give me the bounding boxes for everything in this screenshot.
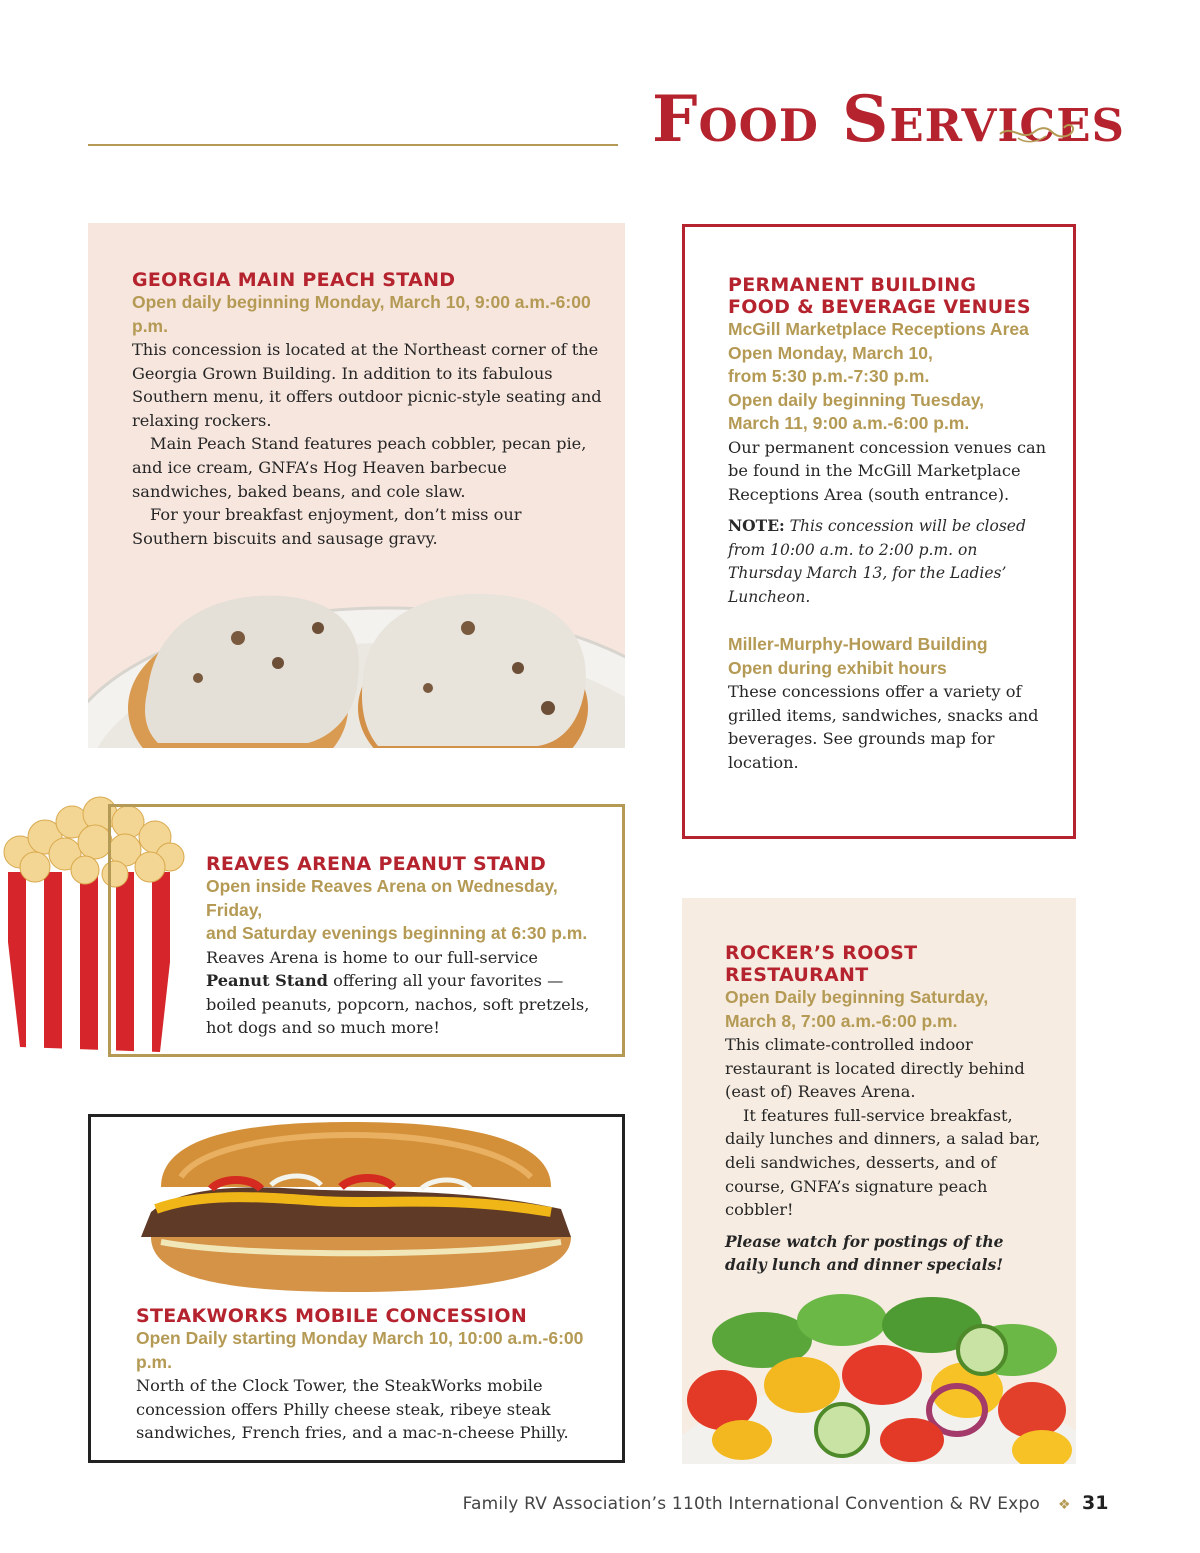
permanent-hours: Open daily beginning Tuesday,	[728, 389, 985, 410]
rocker-specials-note: Please watch for postings of the daily lunch and dinner specials!	[725, 1231, 1004, 1275]
permanent-paragraph: These concessions offer a variety of grilled items, sandwiches, snacks and beverages. See grounds map for location.	[728, 682, 1039, 773]
permanent-note	[728, 514, 1048, 609]
permanent-paragraph: Our permanent concession venues can be found in the McGill Marketplace Receptions Area (south entrance).	[728, 437, 1047, 504]
reaves-text: offering all your favorites — boiled peanuts, popcorn, nachos, soft pretzels, hot dogs and so much more!	[206, 971, 590, 1038]
permanent-subheading: McGill Marketplace Receptions Area	[728, 319, 1029, 339]
rocker-title: ROCKER’S ROOST	[725, 942, 918, 964]
rockers-roost-panel	[682, 898, 1076, 1464]
permanent-title: PERMANENT BUILDING	[728, 274, 977, 296]
cheesesteak-image	[121, 1117, 591, 1297]
salad-image	[682, 1290, 1076, 1464]
reaves-arena-panel	[108, 804, 625, 1057]
permanent-title: FOOD & BEVERAGE VENUES	[728, 296, 1031, 318]
peach-stand-paragraph: This concession is located at the Northeast corner of the Georgia Grown Building. In addition to its fabulous Southern menu, it offers outdoor picnic-style seating and relaxing rockers.	[132, 340, 602, 430]
peach-stand-paragraph: Main Peach Stand features peach cobbler, pecan pie, and ice cream, GNFA’s Hog Heaven barbecue sandwiches, baked beans, and cole slaw.	[132, 434, 587, 501]
header-rule	[88, 144, 618, 146]
reaves-hours: Open inside Reaves Arena on Wednesday, Friday,	[206, 876, 558, 920]
reaves-paragraph	[206, 946, 606, 1040]
rocker-paragraph: It features full-service breakfast, daily lunches and dinners, a salad bar, deli sandwiches, desserts, and of course, GNFA’s signature peach cobbler!	[725, 1105, 1041, 1220]
rocker-title: RESTAURANT	[725, 964, 869, 986]
peanut-stand-name: Peanut Stand	[206, 971, 328, 991]
rocker-paragraph: This climate-controlled indoor restaurant is located directly behind (east of) Reaves Arena.	[725, 1035, 1025, 1102]
steakworks-panel	[88, 1114, 625, 1463]
reaves-hours: and Saturday evenings beginning at 6:30 p.m.	[206, 923, 588, 943]
note-label: NOTE:	[728, 516, 785, 536]
rocker-hours: Open Daily beginning Saturday,	[725, 987, 989, 1007]
reaves-text: Reaves Arena is home to our full-service	[206, 947, 538, 967]
permanent-hours: Open during exhibit hours	[728, 657, 947, 678]
peach-stand-hours: Open daily beginning Monday, March 10, 9:00 a.m.-6:00 p.m.	[132, 292, 591, 336]
peach-stand-title: GEORGIA MAIN PEACH STAND	[132, 269, 456, 291]
footer-text: Family RV Association’s 110th International Convention & RV Expo	[462, 1494, 1040, 1514]
rocker-hours: March 8, 7:00 a.m.-6:00 p.m.	[725, 1010, 958, 1031]
permanent-hours: March 11, 9:00 a.m.-6:00 p.m.	[728, 413, 970, 433]
steakworks-title: STEAKWORKS MOBILE CONCESSION	[136, 1305, 528, 1327]
biscuits-gravy-image	[88, 568, 625, 748]
permanent-hours: Open Monday, March 10,	[728, 342, 933, 363]
page-number: 31	[1082, 1492, 1109, 1514]
reaves-title: REAVES ARENA PEANUT STAND	[206, 853, 547, 875]
flourish-ornament-icon	[998, 118, 1078, 148]
steakworks-hours: Open Daily starting Monday March 10, 10:00 a.m.-6:00 p.m.	[136, 1328, 584, 1372]
page-title: Food Services	[652, 82, 1126, 157]
peach-stand-panel	[88, 223, 625, 748]
permanent-building-panel	[682, 224, 1076, 839]
permanent-subheading: Miller-Murphy-Howard Building	[728, 634, 988, 655]
diamond-ornament-icon: ❖	[1058, 1497, 1071, 1513]
steakworks-paragraph: North of the Clock Tower, the SteakWorks mobile concession offers Philly cheese steak, ribeye steak sandwiches, French fries, and a mac-n-cheese Philly.	[136, 1376, 569, 1443]
peach-stand-paragraph: For your breakfast enjoyment, don’t miss our Southern biscuits and sausage gravy.	[132, 505, 522, 548]
permanent-hours: from 5:30 p.m.-7:30 p.m.	[728, 366, 930, 386]
note-text: This concession will be closed from 10:00 a.m. to 2:00 p.m. on Thursday March 13, for the Ladies’ Luncheon.	[728, 517, 1026, 606]
